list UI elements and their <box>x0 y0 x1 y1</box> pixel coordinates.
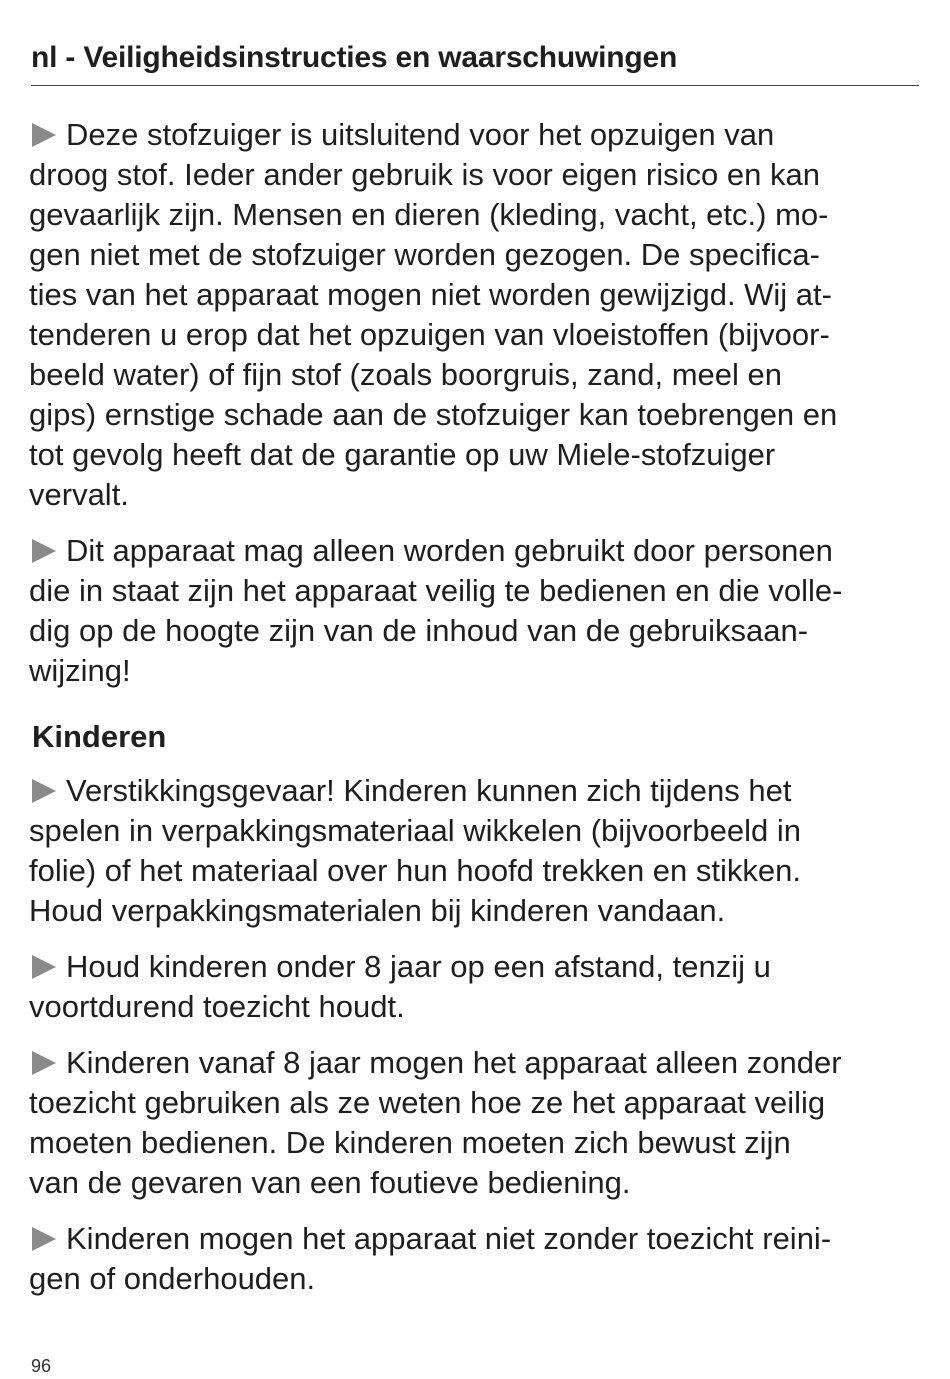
instruction-paragraph <box>29 531 917 691</box>
text-line: gen niet met de stofzuiger worden gezogen. De specifica- <box>29 237 820 272</box>
text-line: Dit apparaat mag alleen worden gebruikt door personen <box>29 531 917 571</box>
text-line: droog stof. Ieder ander gebruik is voor eigen risico en kan <box>29 157 820 192</box>
text-line: gen of onderhouden. <box>29 1261 316 1296</box>
text-line: spelen in verpakkingsmateriaal wikkelen (bijvoorbeeld in <box>29 813 801 848</box>
text-line: folie) of het materiaal over hun hoofd trekken en stikken. <box>29 853 801 888</box>
instruction-paragraph <box>29 1043 917 1203</box>
text-line: tot gevolg heeft dat de garantie op uw Miele-stofzuiger <box>29 437 776 472</box>
text-line: Verstikkingsgevaar! Kinderen kunnen zich tijdens het <box>29 771 917 811</box>
text-line: toezicht gebruiken als ze weten hoe ze het apparaat veilig <box>29 1085 826 1120</box>
text-line: Kinderen mogen het apparaat niet zonder toezicht reini- <box>29 1219 917 1259</box>
text-line: Kinderen vanaf 8 jaar mogen het apparaat alleen zonder <box>29 1043 917 1083</box>
section-heading: Kinderen <box>32 719 167 754</box>
document-body <box>29 115 917 1315</box>
text-line: wijzing! <box>29 653 131 688</box>
text-line: van de gevaren van een foutieve bediening. <box>29 1165 631 1200</box>
section-general <box>29 115 917 691</box>
instruction-paragraph <box>29 1219 917 1299</box>
text-line: gevaarlijk zijn. Mensen en dieren (kleding, vacht, etc.) mo- <box>29 197 829 232</box>
text-line: Houd kinderen onder 8 jaar op een afstand, tenzij u <box>29 947 917 987</box>
section-children <box>29 717 917 1299</box>
text-line: gips) ernstige schade aan de stofzuiger kan toebrengen en <box>29 397 838 432</box>
text-line: voortdurend toezicht houdt. <box>29 989 405 1024</box>
triangle-right-icon <box>32 539 56 563</box>
text-line: Houd verpakkingsmaterialen bij kinderen vandaan. <box>29 893 726 928</box>
page-number: 96 <box>31 1356 52 1376</box>
instruction-paragraph <box>29 115 917 515</box>
instruction-paragraph <box>29 947 917 1027</box>
text-line: Deze stofzuiger is uitsluitend voor het opzuigen van <box>29 115 917 155</box>
text-line: beeld water) of fijn stof (zoals boorgruis, zand, meel en <box>29 357 782 392</box>
text-line: vervalt. <box>29 477 129 512</box>
triangle-right-icon <box>32 123 56 147</box>
text-line: moeten bedienen. De kinderen moeten zich bewust zijn <box>29 1125 791 1160</box>
triangle-right-icon <box>32 955 56 979</box>
page-title: nl - Veiligheidsinstructies en waarschuwingen <box>31 41 678 74</box>
text-line: die in staat zijn het apparaat veilig te bedienen en die volle- <box>29 573 843 608</box>
triangle-right-icon <box>32 779 56 803</box>
triangle-right-icon <box>32 1051 56 1075</box>
instruction-paragraph <box>29 771 917 931</box>
triangle-right-icon <box>32 1227 56 1251</box>
page-header <box>31 40 919 86</box>
text-line: ties van het apparaat mogen niet worden gewijzigd. Wij at- <box>29 277 832 312</box>
text-line: dig op de hoogte zijn van de inhoud van de gebruiksaan- <box>29 613 809 648</box>
text-line: tenderen u erop dat het opzuigen van vloeistoffen (bijvoor- <box>29 317 830 352</box>
